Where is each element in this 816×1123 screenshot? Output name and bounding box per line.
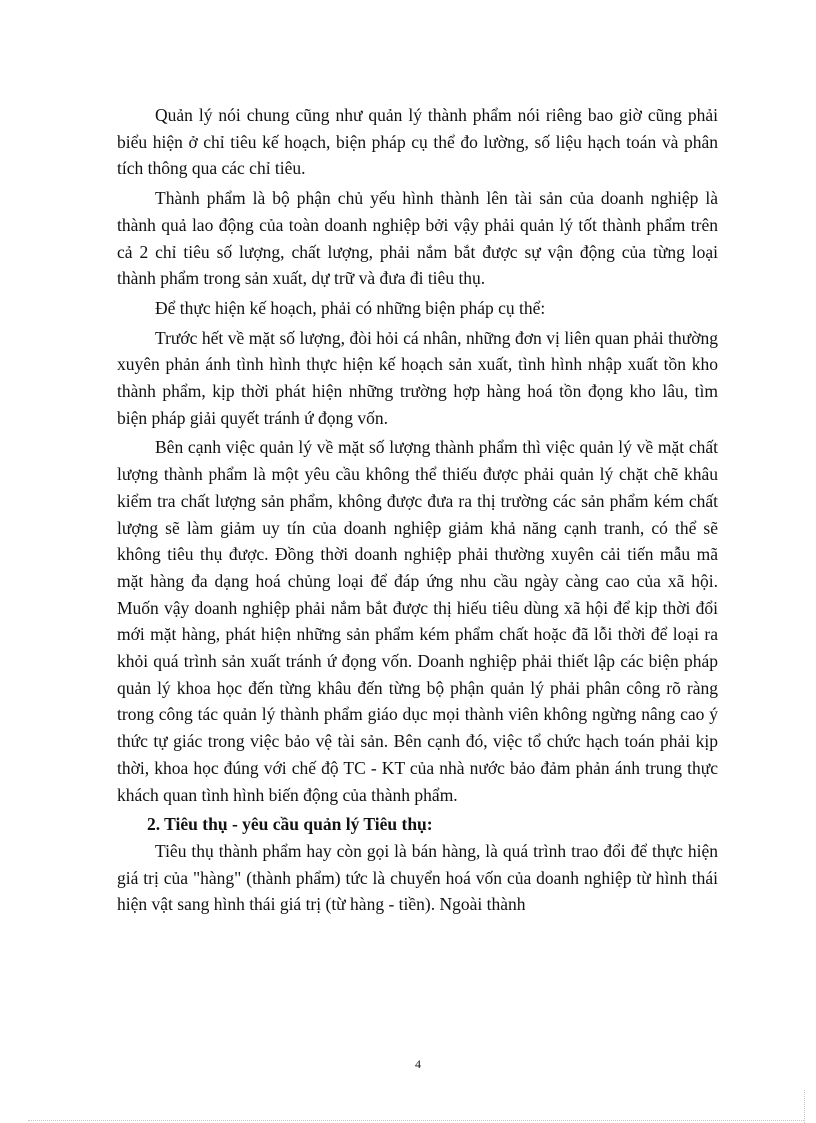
page-number: 4 [415, 1057, 421, 1071]
page-bottom-border [28, 1120, 804, 1121]
paragraph-4: Trước hết về mặt số lượng, đòi hỏi cá nhân, những đơn vị liên quan phải thường xuyên phản ánh tình hình thực hiện kế hoạch sản xuất, tình hình nhập xuất tồn kho thành phẩm, kịp thời phát hiện những trường hợp hàng hoá tồn đọng kho lâu, tìm biện pháp giải quyết tránh ứ đọng vốn. [117, 327, 718, 428]
paragraph-3: Để thực hiện kế hoạch, phải có những biện pháp cụ thể: [155, 297, 546, 318]
document-body [117, 102, 718, 918]
page-right-border [804, 1090, 805, 1123]
section-heading: 2. Tiêu thụ - yêu cầu quản lý Tiêu thụ: [147, 814, 433, 835]
paragraph-6: Tiêu thụ thành phẩm hay còn gọi là bán hàng, là quá trình trao đổi để thực hiện giá trị của "hàng" (thành phẩm) tức là chuyển hoá vốn của doanh nghiệp từ hình thái hiện vật sang hình thái giá trị (từ hàng - tiền). Ngoài thành [117, 840, 718, 915]
paragraph-1: Quản lý nói chung cũng như quản lý thành phẩm nói riêng bao giờ cũng phải biểu hiện ở chỉ tiêu kế hoạch, biện pháp cụ thể đo lường, số liệu hạch toán và phân tích thông qua các chỉ tiêu. [117, 105, 718, 179]
paragraph-5: Bên cạnh việc quản lý về mặt số lượng thành phẩm thì việc quản lý về mặt chất lượng thành phẩm là một yêu cầu không thể thiếu được phải quản lý chặt chẽ khâu kiểm tra chất lượng sản phẩm, không được đưa ra thị trường các sản phẩm kém chất lượng sẽ làm giảm uy tín của doanh nghiệp giảm khả năng cạnh tranh, có thể sẽ không tiêu thụ được. Đồng thời doanh nghiệp phải thường xuyên cải tiến mẫu mã mặt hàng đa dạng hoá chủng loại để đáp ứng nhu cầu ngày càng cao của xã hội. Muốn vậy doanh nghiệp phải nắm bắt được thị hiếu tiêu dùng xã hội để kịp thời đổi mới mặt hàng, phát hiện những sản phẩm kém phẩm chất hoặc đã lỗi thời để loại ra khỏi quá trình sản xuất tránh ứ đọng vốn. Doanh nghiệp phải thiết lập các biện pháp quản lý khoa học đến từng khâu đến từng bộ phận quản lý phải phân công rõ ràng trong công tác quản lý thành phẩm giáo dục mọi thành viên không ngừng nâng cao ý thức tự giác trong việc bảo vệ tài sản. Bên cạnh đó, việc tổ chức hạch toán phải kịp thời, khoa học đúng với chế độ TC - KT của nhà nước bảo đảm phản ánh trung thực khách quan tình hình biến động của thành phẩm. [117, 437, 718, 805]
paragraph-2: Thành phẩm là bộ phận chủ yếu hình thành lên tài sản của doanh nghiệp là thành quả lao động của toàn doanh nghiệp bởi vậy phải quản lý tốt thành phẩm trên cả 2 chỉ tiêu số lượng, chất lượng, phải nắm bắt được sự vận động của từng loại thành phẩm trong sản xuất, dự trữ và đưa đi tiêu thụ. [117, 188, 718, 289]
